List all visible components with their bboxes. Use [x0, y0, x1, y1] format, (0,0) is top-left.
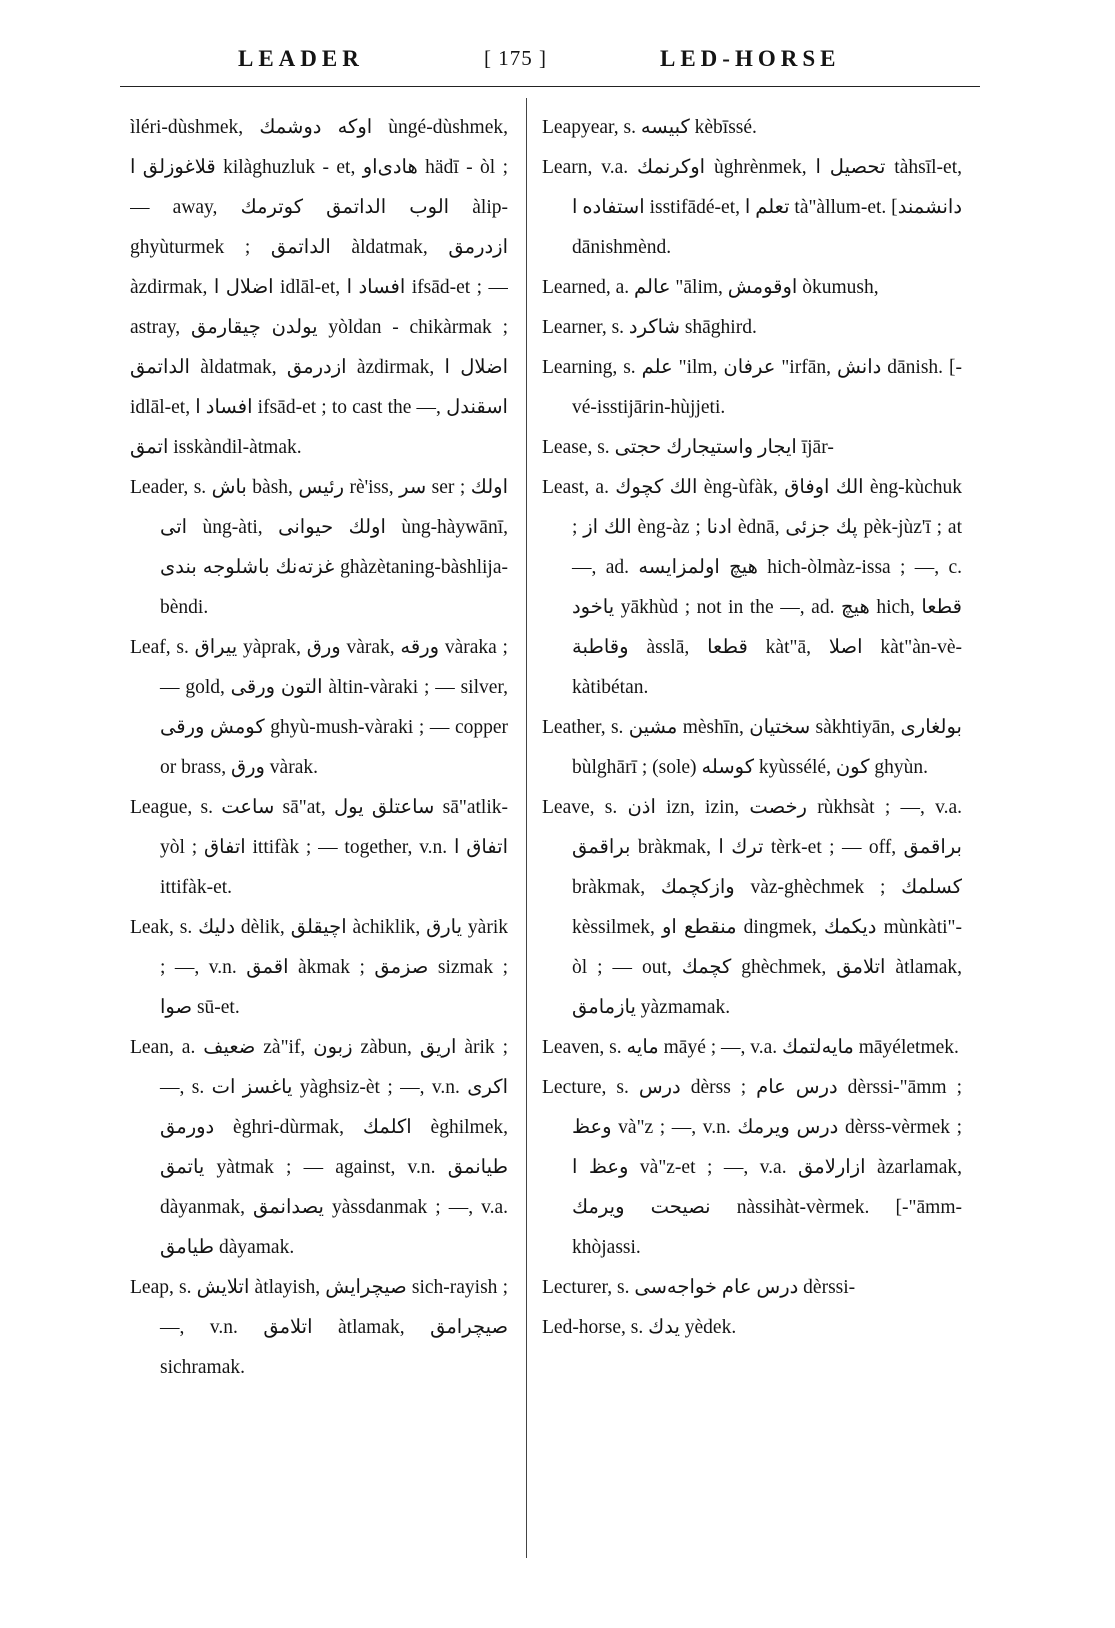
right-column [542, 108, 962, 1588]
dictionary-entry: Leaf, s. ييراق yàprak, ورق vàrak, ورقه vàraka ; — gold, التون ورقى àltin-vàraki ; — silver, كومش ورقى ghyù-mush-vàraki ; — copper or brass, ورق vàrak. [130, 637, 508, 778]
dictionary-entry: Lecturer, s. درس عام خواجه‌سى dèrssi- [542, 1277, 856, 1298]
page-number: [ 175 ] [484, 46, 547, 70]
dictionary-entry: Learner, s. شاكرد shāghird. [542, 317, 757, 338]
dictionary-entry: Lean, a. ضعيف zà"if, زبون zàbun, اريق àrik ; —, s. ياغسز ات yàghsiz-èt ; —, v.n. اكرى دورمق èghri-dùrmak, اكلمك èghilmek, ياتمق yàtmak ; — against, v.n. طيانمق dàyanmak, يصدانمق yàssdanmak ; —, v.a. طيامق dàyamak. [130, 1037, 508, 1258]
dictionary-entry: Leader, s. باش bàsh, رئيس rè'iss, سر ser ; اولك اتى ùng-àti, اولك حيوانى ùng-hàywānī, غزته‌نك باشلوجه بندى ghàzètaning-bàshlija-bèndi. [130, 477, 508, 618]
dictionary-entry: Lease, s. ايجار واستيجارك حجتى ījār- [542, 437, 834, 458]
running-header [150, 46, 970, 80]
dictionary-entry: Leave, s. اذن izn, izin, رخصت rùkhsàt ; —, v.a. براقمق bràkmak, ترك ا tèrk-et ; — off, براقمق bràkmak, وازكچمك vàz-ghèchmek ; كسلمك kèssilmek, منقطع او dingmek, ديكمك mùnkàti"-òl ; — out, كچمك ghèchmek, اتلامق àtlamak, يازمامق yàzmamak. [542, 797, 962, 1018]
dictionary-entry: ìléri-dùshmek, اوکه دوشمك ùngé-dùshmek, قلاغوزلق ا kilàghuzluk - et, هادی‌او hädī - òl ; — away, الوب الداتمق كوترمك àlip-ghyùturmek ; الداتمق àldatmak, ازدرمق àzdirmak, اضلال ا idlāl-et, افساد ا ifsād-et ; — astray, يولدن چيقارمق yòldan - chikàrmak ; الداتمق àldatmak, ازدرمق àzdirmak, اضلال ا idlāl-et, افساد ا ifsād-et ; to cast the —, اسقندل اتمق isskàndil-àtmak. [130, 117, 508, 458]
dictionary-entry: Learned, a. عالم "ālim, اوقومش òkumush, [542, 277, 879, 298]
dictionary-entry: Leaven, s. مايه māyé ; —, v.a. مايه‌لتمك māyéletmek. [542, 1037, 959, 1058]
header-first-word: LEADER [238, 46, 364, 71]
dictionary-entry: Led-horse, s. يدك yèdek. [542, 1317, 737, 1338]
dictionary-entry: Learn, v.a. اوكرنمك ùghrènmek, تحصيل ا tàhsīl-et, استفاده ا isstifādé-et, تعلم ا tà"àllum-et. [دانشمند dānishmènd. [542, 157, 962, 258]
dictionary-entry: Leak, s. دليك dèlik, اچيقلق àchiklik, يارق yàrik ; —, v.n. اقمق àkmak ; صزمق sizmak ; صوا sū-et. [130, 917, 508, 1018]
dictionary-entry: Learning, s. علم "ilm, عرفان "irfān, دانش dānish. [-vé-isstijārin-hùjjeti. [542, 357, 962, 418]
dictionary-entry: Lecture, s. درس dèrss ; درس عام dèrssi-"āmm ; وعظ và"z ; —, v.n. درس ويرمك dèrss-vèrmek ; وعظ ا và"z-et ; —, v.a. ازارلامق àzarlamak, نصيحت ويرمك nàssihàt-vèrmek. [-"āmm-khòjassi. [542, 1077, 962, 1258]
header-last-word: LED-HORSE [660, 46, 841, 71]
dictionary-entry: Leap, s. اتلايش àtlayish, صيچرايش sich-rayish ; —, v.n. اتلامق àtlamak, صيچرامق sichramak. [130, 1277, 508, 1378]
header-rule [120, 86, 980, 87]
left-column [130, 108, 508, 1588]
dictionary-entry: Leapyear, s. كبيسه kèbīssé. [542, 117, 757, 138]
column-divider [526, 98, 527, 1558]
dictionary-entry: Leather, s. مشين mèshīn, سختيان sàkhtiyān, بولغارى bùlghārī ; (sole) كوسله kyùssélé, كون ghyùn. [542, 717, 962, 778]
dictionary-entry: Least, a. الك كچوك èng-ùfàk, الك اوفاق èng-kùchuk ; الك از èng-àz ; ادنا èdnā, پك جزئى pèk-jùz'ī ; at —, ad. هيچ اولمزايسه hich-òlmàz-issa ; —, c. ياخود yākhùd ; not in the —, ad. هيچ hich, قطعا وقاطبة àsslā, قطعا kàt"ā, اصلا kàt"àn-vè-kàtibétan. [542, 477, 962, 698]
dictionary-entry: League, s. ساعت sā"at, ساعتلق يول sā"atlik-yòl ; اتفاق ittifàk ; — together, v.n. اتفاق ا ittifàk-et. [130, 797, 508, 898]
